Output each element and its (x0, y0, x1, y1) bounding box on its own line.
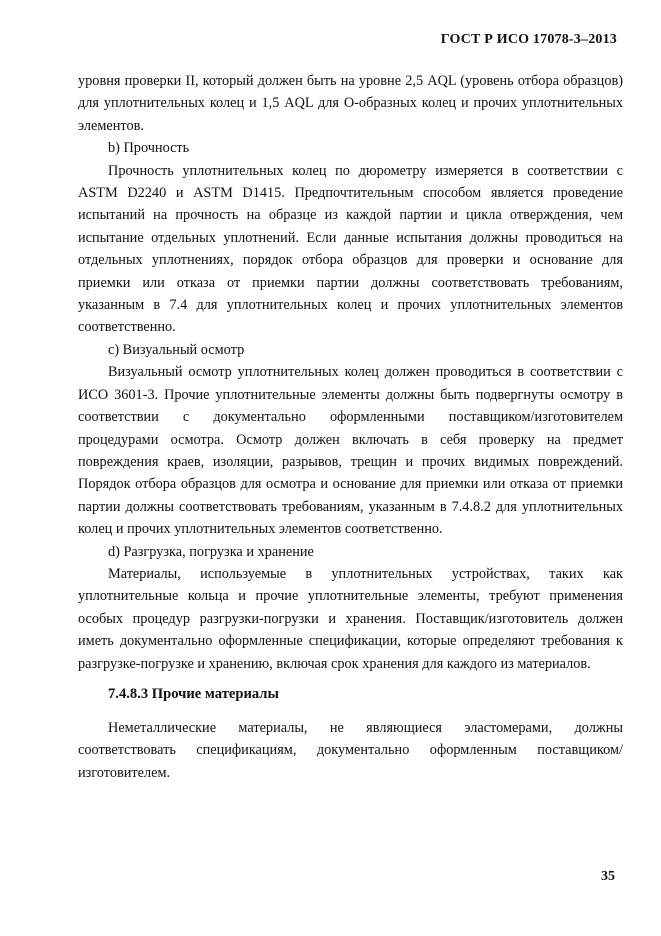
item-c-heading: c) Визуальный осмотр (108, 341, 245, 358)
item-d-text: Материалы, используемые в уплотнительных устройствах, таких как уплотнительные кольца и прочие уплотнительные элементы, требуют применения особых процедур разгрузки-погрузки и хранения. Поставщик/изготовитель должен иметь документально оформленные спецификации, которые определяют требования к разгрузке-погрузке и хранению, включая срок хранения для каждого из материалов. (78, 565, 623, 672)
section-title: 7.4.8.3 Прочие материалы (108, 685, 279, 702)
item-b-text: Прочность уплотнительных колец по дюрометру измеряется в соответствии с ASTM D2240 и ASTM D1415. Предпочтительным способом является проведение испытаний на прочность на образце из каждой партии и цикла отверждения, чем испытание отдельных уплотнений. Если данные испытания должны проводиться на отдельных уплотнениях, порядок отбора образцов для проверки и основание для приемки или отказа от приемки партии должны соответствовать требованиям, указанным в 7.4 для уплотнительных колец и прочих уплотнительных элементов соответственно. (78, 162, 623, 336)
page-number: 35 (601, 869, 615, 884)
standard-code-header: ГОСТ Р ИСО 17078-3–2013 (440, 32, 617, 47)
item-b-heading: b) Прочность (108, 140, 190, 157)
paragraph-continuation: уровня проверки II, который должен быть на уровне 2,5 AQL (уровень отбора образцов) для уплотнительных колец и 1,5 AQL для O-образных колец и прочих уплотнительных элементов. (78, 73, 623, 134)
item-c-text: Визуальный осмотр уплотнительных колец должен проводиться в соответствии с ИСО 3601-3. Прочие уплотнительные элементы должны быть подвергнуты осмотру в соответствии с документально оформленными поставщиком/изготовителем процедурами осмотра. Осмотр должен включать в себя проверку на предмет повреждения краев, изоляции, разрывов, трещин и прочих видимых повреждений. Порядок отбора образцов для осмотра и основание для приемки или отказа от приемки партии должны соответствовать требованиям, указанным в 7.4.8.2 для уплотнительных колец и прочих уплотнительных элементов соответственно. (78, 364, 623, 538)
body-text (78, 70, 623, 784)
item-d-heading: d) Разгрузка, погрузка и хранение (108, 543, 314, 560)
section-text: Неметаллические материалы, не являющиеся эластомерами, должны соответствовать спецификациям, документально оформленным поставщиком/изготовителем. (78, 719, 623, 781)
